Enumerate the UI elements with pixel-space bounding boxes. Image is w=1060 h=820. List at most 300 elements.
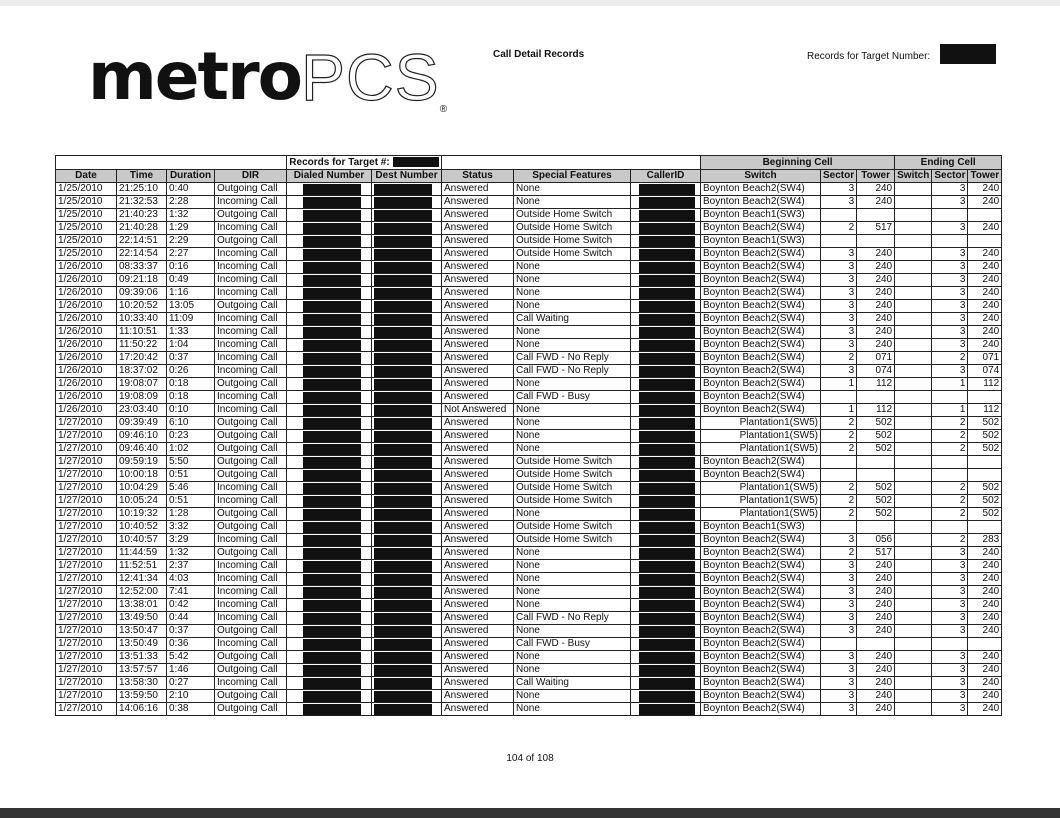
cell-end-sector: 3 (932, 248, 968, 261)
cell-end-switch (895, 456, 932, 469)
redacted-dest (372, 274, 442, 287)
col-time: Time (117, 170, 167, 183)
redaction-block (303, 600, 361, 611)
table-row (56, 664, 1002, 677)
cell-begin-tower: 502 (857, 417, 895, 430)
redaction-block (639, 548, 695, 559)
cell-end-switch (895, 495, 932, 508)
cell-date: 1/25/2010 (56, 235, 117, 248)
cell-time: 09:46:40 (117, 443, 167, 456)
redaction-block (303, 483, 361, 494)
cell-end-switch (895, 391, 932, 404)
table-row (56, 404, 1002, 417)
cell-dir: Incoming Call (215, 404, 287, 417)
cell-dir: Outgoing Call (215, 703, 287, 716)
cell-end-switch (895, 248, 932, 261)
table-row (56, 456, 1002, 469)
cell-dir: Incoming Call (215, 352, 287, 365)
redacted-callerid (631, 443, 701, 456)
cell-features: None (514, 573, 631, 586)
table-row (56, 326, 1002, 339)
redacted-dialed (287, 573, 372, 586)
table-row (56, 690, 1002, 703)
table-row (56, 417, 1002, 430)
cell-date: 1/27/2010 (56, 443, 117, 456)
cell-begin-tower: 240 (857, 274, 895, 287)
redacted-dest (372, 339, 442, 352)
cell-duration: 0:23 (167, 430, 215, 443)
cell-end-tower: 502 (968, 508, 1002, 521)
cell-status: Answered (442, 534, 514, 547)
redacted-callerid (631, 664, 701, 677)
cell-begin-switch: Boynton Beach2(SW4) (701, 573, 821, 586)
redacted-dialed (287, 508, 372, 521)
cell-time: 09:59:19 (117, 456, 167, 469)
table-row (56, 625, 1002, 638)
redacted-dialed (287, 209, 372, 222)
cell-status: Answered (442, 599, 514, 612)
cell-status: Answered (442, 586, 514, 599)
cell-end-tower: 240 (968, 677, 1002, 690)
cell-time: 10:40:52 (117, 521, 167, 534)
cell-end-sector: 3 (932, 196, 968, 209)
cell-duration: 0:37 (167, 352, 215, 365)
redacted-dest (372, 638, 442, 651)
cell-date: 1/26/2010 (56, 313, 117, 326)
cell-end-switch (895, 612, 932, 625)
cell-begin-switch: Boynton Beach2(SW4) (701, 352, 821, 365)
target-group-label: Records for Target #: (287, 156, 442, 170)
table-row (56, 352, 1002, 365)
cell-duration: 0:51 (167, 495, 215, 508)
redacted-callerid (631, 586, 701, 599)
cell-end-tower (968, 391, 1002, 404)
cell-features: None (514, 625, 631, 638)
cell-features: Outside Home Switch (514, 248, 631, 261)
cell-time: 21:32:53 (117, 196, 167, 209)
cell-date: 1/27/2010 (56, 560, 117, 573)
cell-date: 1/26/2010 (56, 261, 117, 274)
cell-status: Answered (442, 300, 514, 313)
cell-end-sector: 3 (932, 664, 968, 677)
table-row (56, 222, 1002, 235)
cell-features: None (514, 404, 631, 417)
cell-end-sector: 2 (932, 482, 968, 495)
cell-date: 1/27/2010 (56, 612, 117, 625)
cell-duration: 1:16 (167, 287, 215, 300)
cell-date: 1/27/2010 (56, 703, 117, 716)
cell-status: Answered (442, 235, 514, 248)
redacted-dialed (287, 326, 372, 339)
redacted-dialed (287, 287, 372, 300)
cell-begin-tower: 112 (857, 378, 895, 391)
redacted-dest (372, 677, 442, 690)
cell-features: None (514, 560, 631, 573)
cell-begin-tower: 240 (857, 599, 895, 612)
redacted-callerid (631, 469, 701, 482)
cell-time: 11:10:51 (117, 326, 167, 339)
cell-features: Outside Home Switch (514, 521, 631, 534)
cell-end-switch (895, 378, 932, 391)
scan-top-edge (0, 0, 1060, 6)
redaction-block (303, 314, 361, 325)
cell-features: Call FWD - Busy (514, 638, 631, 651)
cell-end-sector: 3 (932, 625, 968, 638)
cell-end-sector: 2 (932, 534, 968, 547)
redacted-dialed (287, 248, 372, 261)
table-row (56, 703, 1002, 716)
cell-dir: Incoming Call (215, 677, 287, 690)
cell-dir: Incoming Call (215, 534, 287, 547)
redaction-block (374, 340, 432, 351)
cell-end-tower: 283 (968, 534, 1002, 547)
cell-status: Answered (442, 274, 514, 287)
cell-begin-switch: Boynton Beach2(SW4) (701, 469, 821, 482)
cell-begin-sector: 3 (821, 625, 857, 638)
cell-status: Answered (442, 573, 514, 586)
cell-dir: Incoming Call (215, 313, 287, 326)
redaction-block (639, 288, 695, 299)
cell-end-switch (895, 196, 932, 209)
redaction-block (639, 704, 695, 715)
redacted-callerid (631, 209, 701, 222)
redacted-dialed (287, 196, 372, 209)
redaction-block (374, 444, 432, 455)
cell-dir: Incoming Call (215, 586, 287, 599)
cell-end-tower: 240 (968, 287, 1002, 300)
cell-features: Outside Home Switch (514, 495, 631, 508)
cell-features: Call Waiting (514, 677, 631, 690)
redacted-dest (372, 482, 442, 495)
cell-date: 1/26/2010 (56, 300, 117, 313)
cell-begin-tower: 112 (857, 404, 895, 417)
redacted-callerid (631, 573, 701, 586)
cell-dir: Incoming Call (215, 287, 287, 300)
cell-features: Call FWD - No Reply (514, 352, 631, 365)
cell-duration: 4:03 (167, 573, 215, 586)
cell-begin-sector (821, 391, 857, 404)
cell-date: 1/27/2010 (56, 547, 117, 560)
redacted-dialed (287, 690, 372, 703)
cell-time: 13:59:50 (117, 690, 167, 703)
redacted-dest (372, 690, 442, 703)
table-row (56, 391, 1002, 404)
cell-end-tower: 502 (968, 417, 1002, 430)
redaction-block (374, 639, 432, 650)
cell-time: 10:04:29 (117, 482, 167, 495)
redacted-dialed (287, 365, 372, 378)
cell-end-tower: 240 (968, 248, 1002, 261)
redacted-dest (372, 521, 442, 534)
redacted-callerid (631, 677, 701, 690)
redaction-block (639, 470, 695, 481)
cell-end-switch (895, 443, 932, 456)
col-duration: Duration (167, 170, 215, 183)
cell-end-switch (895, 326, 932, 339)
table-row (56, 521, 1002, 534)
cell-duration: 2:28 (167, 196, 215, 209)
table-row (56, 378, 1002, 391)
redacted-callerid (631, 248, 701, 261)
redacted-callerid (631, 560, 701, 573)
table-row (56, 573, 1002, 586)
redacted-dest (372, 456, 442, 469)
cell-begin-sector: 3 (821, 261, 857, 274)
cell-begin-sector: 2 (821, 495, 857, 508)
cell-begin-switch: Plantation1(SW5) (701, 417, 821, 430)
redaction-block (303, 184, 361, 195)
cell-begin-switch: Boynton Beach2(SW4) (701, 248, 821, 261)
cell-begin-switch: Plantation1(SW5) (701, 495, 821, 508)
call-detail-table-wrap (55, 155, 1002, 716)
redacted-dialed (287, 638, 372, 651)
cell-duration: 7:41 (167, 586, 215, 599)
redaction-block (374, 405, 432, 416)
redaction-block (374, 613, 432, 624)
redacted-dest (372, 287, 442, 300)
redaction-block (940, 44, 996, 64)
cell-end-sector: 3 (932, 586, 968, 599)
cell-duration: 1:02 (167, 443, 215, 456)
cell-begin-sector: 2 (821, 352, 857, 365)
cell-begin-switch: Boynton Beach2(SW4) (701, 404, 821, 417)
cell-time: 19:08:07 (117, 378, 167, 391)
redacted-dialed (287, 313, 372, 326)
cell-end-sector: 3 (932, 651, 968, 664)
cell-begin-switch: Boynton Beach2(SW4) (701, 365, 821, 378)
cell-begin-switch: Boynton Beach1(SW3) (701, 521, 821, 534)
redaction-block (639, 431, 695, 442)
cell-begin-switch: Boynton Beach2(SW4) (701, 300, 821, 313)
cell-end-tower: 240 (968, 547, 1002, 560)
redacted-dialed (287, 443, 372, 456)
cell-end-sector: 3 (932, 690, 968, 703)
cell-status: Answered (442, 391, 514, 404)
redaction-block (303, 626, 361, 637)
redaction-block (374, 704, 432, 715)
cell-begin-sector: 2 (821, 443, 857, 456)
redaction-block (303, 405, 361, 416)
cell-begin-sector: 3 (821, 183, 857, 196)
redacted-callerid (631, 326, 701, 339)
cell-duration: 5:46 (167, 482, 215, 495)
table-row (56, 248, 1002, 261)
redacted-dialed (287, 612, 372, 625)
cell-features: None (514, 430, 631, 443)
redaction-block (303, 236, 361, 247)
cell-date: 1/27/2010 (56, 495, 117, 508)
redaction-block (374, 678, 432, 689)
redaction-block (639, 184, 695, 195)
redaction-block (639, 197, 695, 208)
cell-begin-tower: 240 (857, 651, 895, 664)
redacted-dialed (287, 456, 372, 469)
cell-features: None (514, 508, 631, 521)
cell-end-tower (968, 209, 1002, 222)
redacted-dest (372, 586, 442, 599)
cell-end-tower: 240 (968, 612, 1002, 625)
cell-dir: Outgoing Call (215, 521, 287, 534)
redaction-block (639, 678, 695, 689)
redaction-block (639, 353, 695, 364)
redaction-block (374, 366, 432, 377)
cell-time: 09:39:49 (117, 417, 167, 430)
redacted-dest (372, 417, 442, 430)
cell-status: Answered (442, 469, 514, 482)
cell-end-tower (968, 235, 1002, 248)
metropcs-logo (88, 38, 447, 118)
cell-date: 1/27/2010 (56, 651, 117, 664)
cell-duration: 1:04 (167, 339, 215, 352)
cell-begin-sector: 3 (821, 586, 857, 599)
cell-dir: Incoming Call (215, 482, 287, 495)
redaction-block (639, 561, 695, 572)
cell-end-switch (895, 339, 932, 352)
cell-end-sector: 2 (932, 508, 968, 521)
cell-end-switch (895, 300, 932, 313)
cell-end-tower: 112 (968, 404, 1002, 417)
cell-begin-tower: 240 (857, 339, 895, 352)
redacted-dest (372, 651, 442, 664)
cell-begin-switch: Boynton Beach2(SW4) (701, 612, 821, 625)
cell-duration: 0:49 (167, 274, 215, 287)
redaction-block (374, 626, 432, 637)
redaction-block (374, 392, 432, 403)
cell-dir: Incoming Call (215, 495, 287, 508)
redaction-block (303, 470, 361, 481)
cell-duration: 0:27 (167, 677, 215, 690)
cell-date: 1/25/2010 (56, 183, 117, 196)
cell-status: Answered (442, 196, 514, 209)
table-row (56, 196, 1002, 209)
cell-begin-switch: Boynton Beach2(SW4) (701, 274, 821, 287)
cell-status: Answered (442, 339, 514, 352)
cell-duration: 1:33 (167, 326, 215, 339)
cell-status: Answered (442, 547, 514, 560)
cell-begin-tower: 240 (857, 664, 895, 677)
redacted-dest (372, 404, 442, 417)
cell-end-tower: 240 (968, 560, 1002, 573)
redaction-block (303, 366, 361, 377)
redaction-block (374, 262, 432, 273)
cell-end-sector: 3 (932, 677, 968, 690)
cell-begin-tower: 502 (857, 430, 895, 443)
redaction-block (374, 509, 432, 520)
cell-time: 11:52:51 (117, 560, 167, 573)
redaction-block (374, 223, 432, 234)
redaction-block (639, 509, 695, 520)
cell-end-switch (895, 430, 932, 443)
cell-end-sector: 3 (932, 222, 968, 235)
cell-begin-switch: Boynton Beach2(SW4) (701, 391, 821, 404)
cell-end-tower: 240 (968, 326, 1002, 339)
cell-begin-sector (821, 456, 857, 469)
cell-dir: Incoming Call (215, 599, 287, 612)
ending-cell-group: Ending Cell (895, 156, 1002, 170)
cell-end-tower: 502 (968, 482, 1002, 495)
cell-status: Answered (442, 378, 514, 391)
redacted-dialed (287, 391, 372, 404)
redacted-callerid (631, 456, 701, 469)
redacted-callerid (631, 300, 701, 313)
redacted-callerid (631, 222, 701, 235)
redacted-dialed (287, 625, 372, 638)
redaction-block (374, 483, 432, 494)
cell-time: 14:06:16 (117, 703, 167, 716)
cell-time: 21:40:23 (117, 209, 167, 222)
cell-date: 1/27/2010 (56, 690, 117, 703)
redaction-block (303, 704, 361, 715)
table-row (56, 482, 1002, 495)
redacted-dest (372, 313, 442, 326)
table-row (56, 547, 1002, 560)
redaction-block (639, 535, 695, 546)
cell-time: 23:03:40 (117, 404, 167, 417)
cell-begin-switch: Boynton Beach2(SW4) (701, 677, 821, 690)
cell-features: None (514, 287, 631, 300)
redacted-callerid (631, 417, 701, 430)
col-date: Date (56, 170, 117, 183)
logo-metro-text: metro (88, 38, 301, 115)
table-row (56, 469, 1002, 482)
cell-begin-tower (857, 391, 895, 404)
cell-dir: Outgoing Call (215, 443, 287, 456)
cell-begin-sector: 3 (821, 196, 857, 209)
cell-end-switch (895, 677, 932, 690)
cell-begin-sector: 2 (821, 508, 857, 521)
cell-end-sector: 1 (932, 378, 968, 391)
redaction-block (303, 561, 361, 572)
cell-begin-sector: 3 (821, 664, 857, 677)
redaction-block (374, 522, 432, 533)
table-row (56, 560, 1002, 573)
cell-end-switch (895, 261, 932, 274)
cell-dir: Incoming Call (215, 638, 287, 651)
cell-dir: Outgoing Call (215, 300, 287, 313)
cell-end-sector: 3 (932, 560, 968, 573)
table-row (56, 235, 1002, 248)
redaction-block (303, 678, 361, 689)
table-row (56, 443, 1002, 456)
cell-duration: 5:42 (167, 651, 215, 664)
cell-end-sector: 2 (932, 495, 968, 508)
redaction-block (303, 392, 361, 403)
redaction-block (639, 301, 695, 312)
redacted-dialed (287, 482, 372, 495)
cell-date: 1/26/2010 (56, 365, 117, 378)
redaction-block (374, 652, 432, 663)
cell-begin-switch: Boynton Beach2(SW4) (701, 183, 821, 196)
cell-duration: 6:10 (167, 417, 215, 430)
redaction-block (303, 301, 361, 312)
redaction-block (303, 587, 361, 598)
cell-end-switch (895, 521, 932, 534)
cell-end-switch (895, 547, 932, 560)
redacted-dest (372, 534, 442, 547)
cell-status: Answered (442, 495, 514, 508)
cell-time: 18:37:02 (117, 365, 167, 378)
cell-begin-sector (821, 235, 857, 248)
cell-time: 10:05:24 (117, 495, 167, 508)
cell-status: Answered (442, 612, 514, 625)
redaction-block (374, 496, 432, 507)
redacted-callerid (631, 261, 701, 274)
cell-status: Answered (442, 313, 514, 326)
redaction-block (639, 405, 695, 416)
cell-status: Answered (442, 248, 514, 261)
col-begin-sector: Sector (821, 170, 857, 183)
cell-duration: 3:32 (167, 521, 215, 534)
